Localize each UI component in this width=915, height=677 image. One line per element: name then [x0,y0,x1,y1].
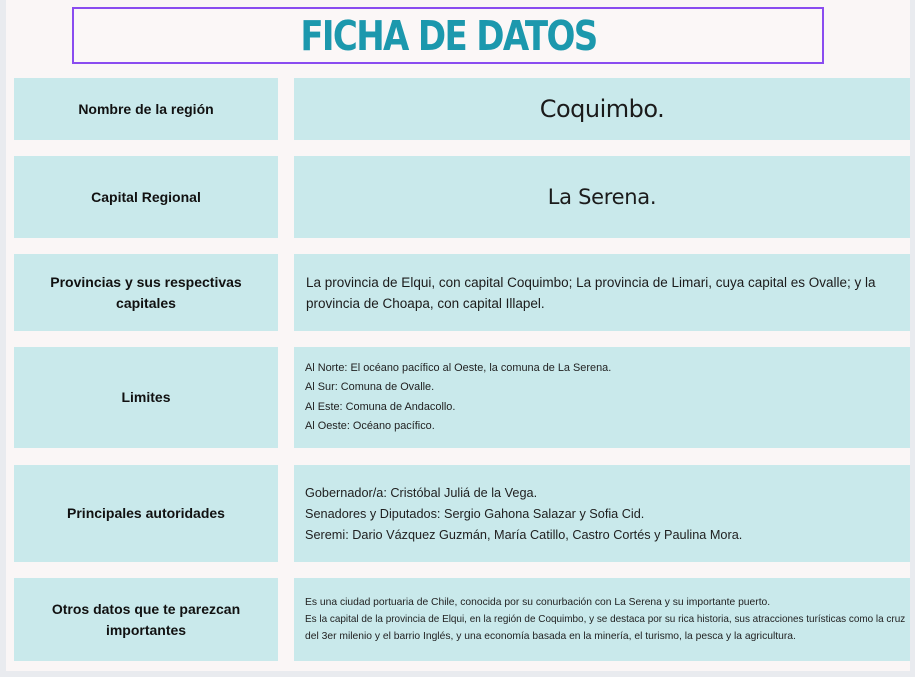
authority-senators: Senadores y Diputados: Sergio Gahona Salazar y Sofia Cid. [305,506,645,521]
page-title: FICHA DE DATOS [299,11,597,60]
other-data-line-3: del 3er milenio y el barrio Inglés, y una economía basada en la minería, el turismo, la pesca y la agricultura. [305,631,796,642]
limit-east: Al Este: Comuna de Andacollo. [305,400,456,413]
limit-west: Al Oeste: Océano pacífico. [305,420,435,432]
value-other-data [294,578,910,661]
label-authorities: Principales autoridades [14,465,278,562]
value-limits [294,347,910,448]
other-data-line-2: Es la capital de la provincia de Elqui, en la región de Coquimbo, y se destaca por su rica historia, sus atracciones turísticas como la cruz [305,614,906,625]
label-limits: Limites [14,347,278,448]
authority-seremi: Seremi: Dario Vázquez Guzmán, María Catillo, Castro Cortés y Paulina Mora. [305,527,743,542]
limit-south: Al Sur: Comuna de Ovalle. [305,381,435,393]
label-region-name: Nombre de la región [14,78,278,140]
title-box [72,7,824,64]
bottom-band [0,671,915,677]
value-regional-capital: La Serena. [294,156,910,238]
limit-north: Al Norte: El océano pacífico al Oeste, la comuna de La Serena. [305,361,612,374]
value-authorities [294,465,910,562]
authority-governor: Gobernador/a: Cristóbal Juliá de la Vega. [305,485,538,500]
label-provinces: Provincias y sus respectivas capitales [14,254,278,331]
value-provinces: La provincia de Elqui, con capital Coquimbo; La provincia de Limari, cuya capital es Ovalle; y la provincia de Choapa, con capital Illapel. [294,254,910,331]
data-sheet [6,0,910,671]
value-region-name: Coquimbo. [294,78,910,140]
other-data-line-1: Es una ciudad portuaria de Chile, conocida por su conurbación con La Serena y su importante puerto. [305,597,771,608]
label-other-data: Otros datos que te parezcan importantes [14,578,278,661]
label-regional-capital: Capital Regional [14,156,278,238]
